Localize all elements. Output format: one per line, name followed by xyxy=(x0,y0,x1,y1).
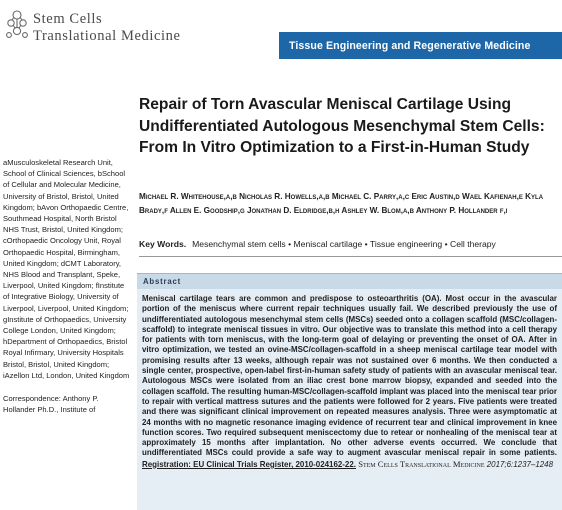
journal-logo xyxy=(3,5,253,47)
title-divider xyxy=(139,256,562,257)
affiliations-sidebar xyxy=(3,157,131,415)
stem-cell-logo-icon xyxy=(3,5,31,45)
abstract-body xyxy=(137,289,562,470)
section-banner: Tissue Engineering and Regenerative Medicine xyxy=(279,32,562,59)
affiliations-text: aMusculoskeletal Research Unit, School of Clinical Sciences, bSchool of Cellular and Molecular Medicine, University of Bristol, Bristol, United Kingdom; bAvon Orthopaedic Centre, Southmead Hospital, North Bristol NHS Trust, Bristol, United Kingdom; cOrthopaedic Oncology Unit, Royal Orthopaedic Hospital, Birmingham, United Kingdom; dCMT Laboratory, NHS Blood and Transplant, Speke, Liverpool, United Kingdom; fInstitute of Integrative Biology, University of Liverpool, Liverpool, United Kingdom; gInstitute of Orthopaedics, University College London, United Kingdom; hDepartment of Orthopaedics, Bristol Royal Infirmary, University Hospitals Bristol, Bristol, United Kingdom; iAzellon Ltd, London, United Kingdom xyxy=(3,158,130,380)
keywords-label: Key Words. xyxy=(139,239,187,249)
journal-name-line1: Stem Cells xyxy=(33,11,103,27)
abstract-heading: Abstract xyxy=(137,273,562,289)
article-title: Repair of Torn Avascular Meniscal Cartilage Using Undifferentiated Autologous Mesenchymal Stem Cells: From In Vitro Optimization to a First-in-Human Study xyxy=(139,96,545,156)
abstract-box xyxy=(137,273,562,510)
correspondence-text: Correspondence: Anthony P. Hollander Ph.D., Institute of xyxy=(3,394,99,415)
abstract-text: Meniscal cartilage tears are common and predispose to osteoarthritis (OA). Most occur in the avascular portion of the meniscus where current repair techniques usually fail. We described previously the use of undifferentiated autologous mesenchymal stem cells (MSCs) seeded onto a collagen scaffold (MSC/collagen-scaffold) to integrate meniscal tissues in vitro. Our objective was to translate this method into a cell therapy for patients with torn meniscus, with the long-term goal of delaying or preventing the onset of OA. After in vitro optimization, we tested an ovine-MSC/collagen-scaffold in a sheep meniscal cartilage tear model with promising results after 13 weeks, although repair was not sustained over 6 months. We then conducted a single center, prospective, open-label first-in-human safety study of patients with an avascular meniscal tear. Autologous MSCs were isolated from an iliac crest bone marrow biopsy, expanded and seeded into the collagen scaffold. The resulting human-MSC/collagen-scaffold implant was placed into the meniscal tear prior to repair with vertical mattress sutures and the patients were followed for 2 years. Five patients were treated and there was significant clinical improvement on repeated measures analysis. Three were asymptomatic at 24 months with no magnetic resonance imaging evidence of recurrent tear and clinical improvement in knee function scores. Two required subsequent meniscectomy due to retear or nonhealing of the meniscal tear at approximately 15 months after implantation. No other adverse events occurred. We conclude that undifferentiated MSCs could provide a safe way to augment avascular meniscal repair in some patients. xyxy=(142,294,557,458)
keywords-list: Mesenchymal stem cells • Meniscal cartilage • Tissue engineering • Cell therapy xyxy=(192,239,496,249)
journal-citation: Stem Cells Translational Medicine xyxy=(358,458,485,469)
registration-link[interactable]: Registration: EU Clinical Trials Register, 2010-024162-22. xyxy=(142,459,356,469)
citation-detail: 2017;6:1237–1248 xyxy=(486,459,553,469)
author-list: Michael R. Whitehouse,a,b Nicholas R. Howells,a,b Michael C. Parry,a,c Eric Austin,d Wael Kafienah,e Kyla Brady,f Allen E. Goodship,g Jonathan D. Eldridge,b,h Ashley W. Blom,a,b Anthony P. Hollander f,i xyxy=(139,192,544,215)
keywords-line xyxy=(139,239,559,249)
journal-name-line2: Translational Medicine xyxy=(33,28,181,44)
